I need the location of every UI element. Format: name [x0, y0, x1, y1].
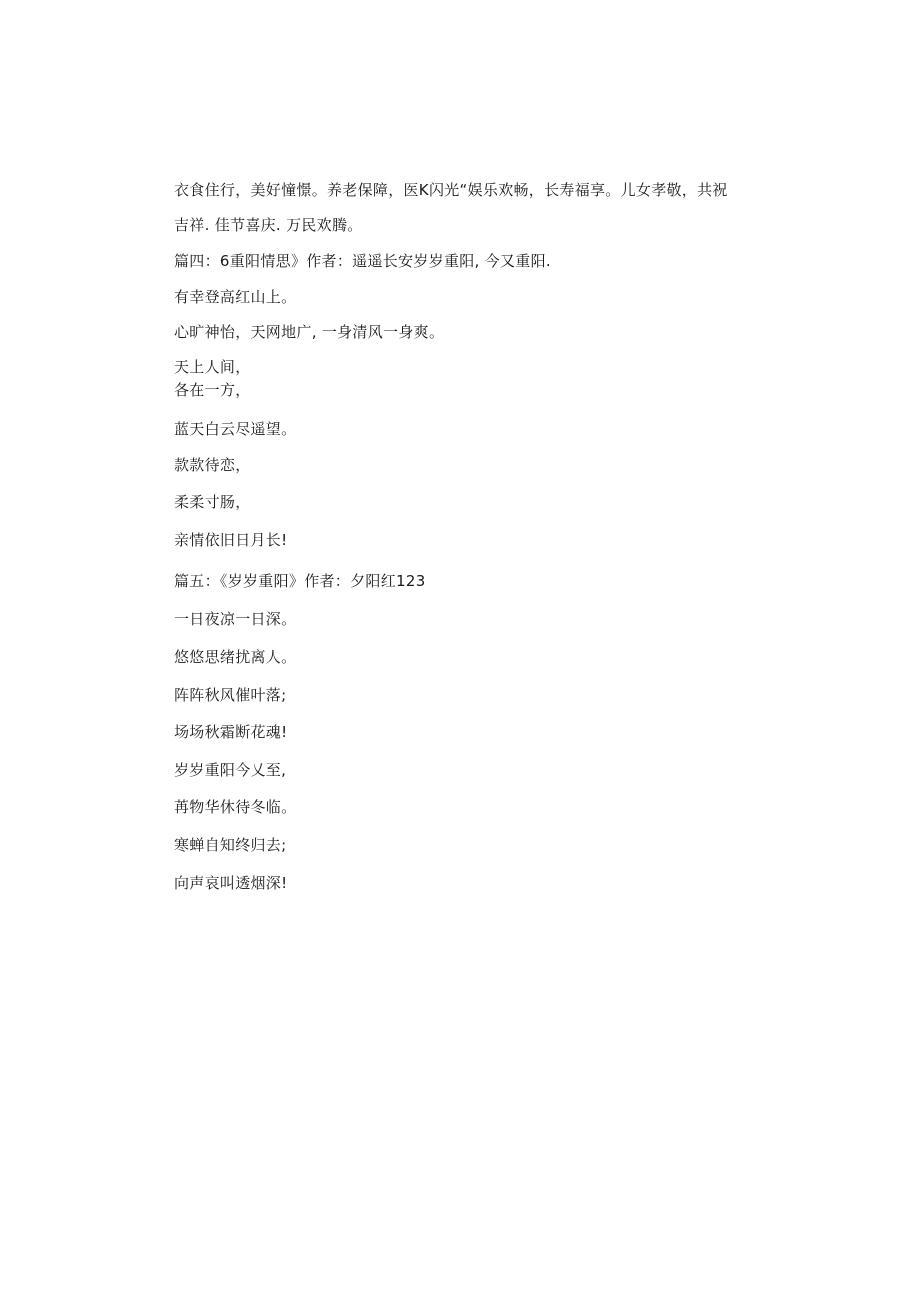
poem-line: 款款待恋， — [174, 456, 251, 474]
poem-line: 场场秋霜断花魂! — [174, 723, 288, 741]
poem-line: 阵阵秋风催叶落; — [174, 686, 287, 704]
poem-line: 心旷神怡，天网地广, 一身清风一身爽。 — [174, 323, 445, 341]
poem-line: 悠悠思绪扰离人。 — [174, 648, 297, 666]
poem-line: 岁岁重阳今乂至, — [174, 761, 287, 779]
prose-line-2: 吉祥. 佳节喜庆. 万民欢腾。 — [174, 216, 363, 234]
section-heading-5: 篇五：《岁岁重阳》作者：夕阳红123 — [174, 572, 426, 590]
poem-line: 苒物华休待冬临。 — [174, 798, 297, 816]
poem-line: 一日夜凉一日深。 — [174, 610, 297, 628]
poem-line: 天上人间， — [174, 358, 251, 376]
poem-line: 亲情依旧日月长! — [174, 531, 288, 549]
poem-line: 有幸登高红山上。 — [174, 288, 297, 306]
prose-line-1: 衣食住行，美好憧憬。养老保障，医K闪光“娱乐欢畅，长寿福享。儿女孝敬，共祝 — [174, 181, 728, 199]
poem-line: 柔柔寸肠， — [174, 493, 251, 511]
poem-line: 寒蝉自知终归去; — [174, 836, 287, 854]
poem-line: 蓝天白云尽遥望。 — [174, 420, 297, 438]
section-heading-4: 篇四：6重阳情思》作者：遥遥长安岁岁重阳, 今又重阳. — [174, 252, 551, 270]
poem-line: 向声哀叫透烟深! — [174, 874, 288, 892]
poem-line: 各在一方， — [174, 381, 251, 399]
